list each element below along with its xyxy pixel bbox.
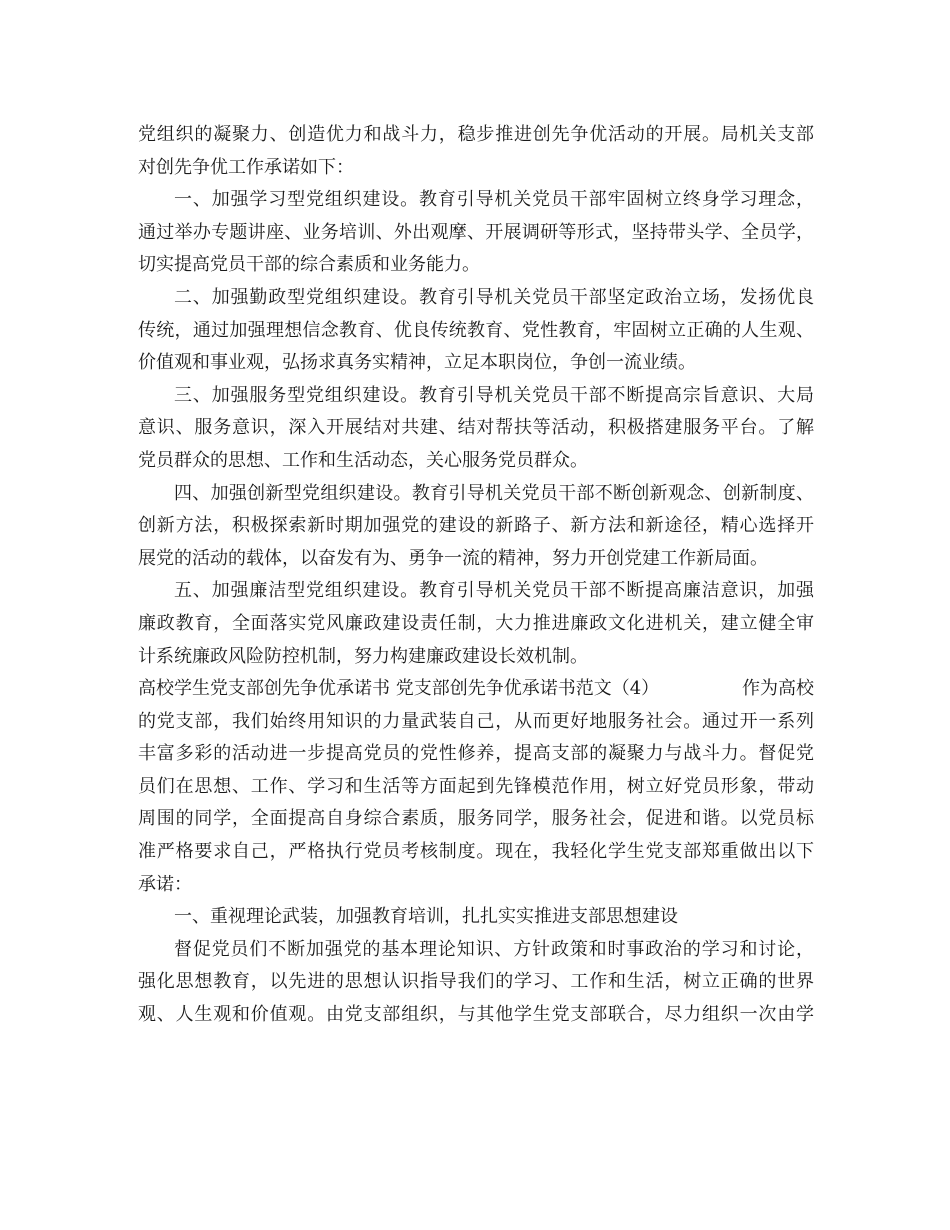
- paragraph-line: 观、人生观和价值观。由党支部组织，与其他学生党支部联合，尽力组织一次由学: [138, 1004, 814, 1026]
- document-body: [138, 119, 814, 1032]
- subheading-line: 一、重视理论武装，加强教育培训，扎扎实实推进支部思想建设: [174, 906, 678, 928]
- paragraph-line: 四、加强创新型党组织建设。教育引导机关党员干部不断创新观念、创新制度、: [174, 482, 814, 504]
- section-heading-title: 高校学生党支部创先争优承诺书 党支部创先争优承诺书范文（4）: [138, 678, 660, 700]
- paragraph-line: 丰富多彩的活动进一步提高党员的党性修养，提高支部的凝聚力与战斗力。督促党: [138, 743, 814, 765]
- paragraph-line: 党员群众的思想、工作和生活动态，关心服务党员群众。: [138, 449, 588, 471]
- paragraph-line: 计系统廉政风险防控机制，努力构建廉政建设长效机制。: [138, 645, 588, 667]
- section-heading-continuation: 作为高校: [742, 678, 814, 700]
- paragraph-line: 强化思想教育，以先进的思想认识指导我们的学习、工作和生活，树立正确的世界: [138, 971, 814, 993]
- paragraph-line: 通过举办专题讲座、业务培训、外出观摩、开展调研等形式，坚持带头学、全员学，: [138, 221, 814, 243]
- paragraph-line: 展党的活动的载体，以奋发有为、勇争一流的精神，努力开创党建工作新局面。: [138, 547, 768, 569]
- paragraph-line: 准严格要求自己，严格执行党员考核制度。现在，我轻化学生党支部郑重做出以下: [138, 841, 814, 863]
- paragraph-line: 三、加强服务型党组织建设。教育引导机关党员干部不断提高宗旨意识、大局: [174, 384, 814, 406]
- paragraph-line: 五、加强廉洁型党组织建设。教育引导机关党员干部不断提高廉洁意识，加强: [174, 580, 814, 602]
- paragraph-line: 党组织的凝聚力、创造优力和战斗力，稳步推进创先争优活动的开展。局机关支部: [138, 124, 814, 145]
- paragraph-line: 督促党员们不断加强党的基本理论知识、方针政策和时事政治的学习和讨论，: [174, 938, 814, 960]
- paragraph-line: 二、加强勤政型党组织建设。教育引导机关党员干部坚定政治立场，发扬优良: [174, 286, 814, 308]
- paragraph-line: 一、加强学习型党组织建设。教育引导机关党员干部牢固树立终身学习理念，: [174, 189, 814, 211]
- paragraph-line: 周围的同学，全面提高自身综合素质，服务同学，服务社会，促进和谐。以党员标: [138, 808, 814, 830]
- paragraph-line: 承诺：: [138, 873, 192, 895]
- paragraph-line: 员们在思想、工作、学习和生活等方面起到先锋模范作用，树立好党员形象，带动: [138, 775, 814, 797]
- paragraph-line: 切实提高党员干部的综合素质和业务能力。: [138, 254, 480, 276]
- paragraph-line: 价值观和事业观，弘扬求真务实精神，立足本职岗位，争创一流业绩。: [138, 352, 696, 374]
- paragraph-line: 传统，通过加强理想信念教育、优良传统教育、党性教育，牢固树立正确的人生观、: [138, 319, 814, 341]
- paragraph-line: 创新方法，积极探索新时期加强党的建设的新路子、新方法和新途径，精心选择开: [138, 515, 814, 537]
- paragraph-line: 意识、服务意识，深入开展结对共建、结对帮扶等活动，积极搭建服务平台。了解: [138, 417, 814, 439]
- paragraph-line: 廉政教育，全面落实党风廉政建设责任制，大力推进廉政文化进机关，建立健全审: [138, 612, 814, 634]
- paragraph-line: 对创先争优工作承诺如下：: [138, 156, 354, 178]
- paragraph-line: 的党支部，我们始终用知识的力量武装自己，从而更好地服务社会。通过开一系列: [138, 710, 814, 732]
- section-heading: [138, 673, 814, 706]
